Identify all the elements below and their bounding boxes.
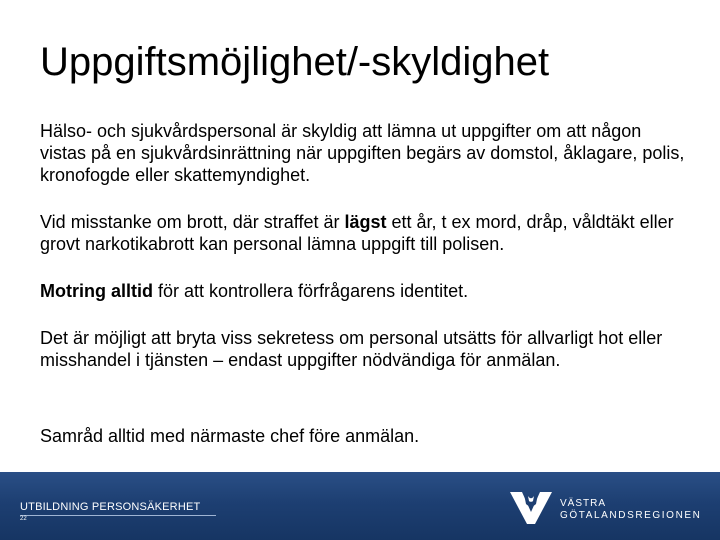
logo-text-line1: VÄSTRA — [560, 498, 607, 509]
slide-title: Uppgiftsmöjlighet/-skyldighet — [40, 40, 550, 84]
paragraph-crime-suspicion — [40, 211, 690, 255]
paragraph-text: Vid misstanke om brott, där straffet är — [40, 212, 345, 232]
page-number: 22 — [20, 516, 27, 522]
paragraph-identity-check — [40, 280, 690, 302]
emphasis-text: lägst — [344, 212, 387, 232]
logo-text-line2: GÖTALANDSREGIONEN — [560, 510, 702, 521]
vastra-gotalandsregionen-logo-icon — [508, 486, 554, 526]
paragraph-reporting-duty: Hälso- och sjukvårdspersonal är skyldig att lämna ut uppgifter om att någon vistas på en sjukvårdsinrättning när uppgiften begärs av domstol, åklagare, polis, kronofogde eller skattemyndighet. — [40, 121, 685, 185]
paragraph-consult-manager: Samråd alltid med närmaste chef före anmälan. — [40, 426, 420, 446]
paragraph-text: ett år, t ex mord, dråp, våldtäkt eller grovt narkotikabrott kan personal lämna uppgift till polisen. — [40, 212, 674, 254]
footer-bar — [0, 472, 720, 540]
footer-label: UTBILDNING PERSONSÄKERHET — [20, 501, 201, 513]
footer-divider — [20, 515, 216, 516]
paragraph-confidentiality-breach: Det är möjligt att bryta viss sekretess om personal utsätts för allvarligt hot eller misshandel i tjänsten – endast uppgifter nödvändiga för anmälan. — [40, 328, 663, 370]
emphasis-text: Motring alltid — [40, 281, 153, 301]
paragraph-text: för att kontrollera förfrågarens identitet. — [152, 281, 469, 301]
